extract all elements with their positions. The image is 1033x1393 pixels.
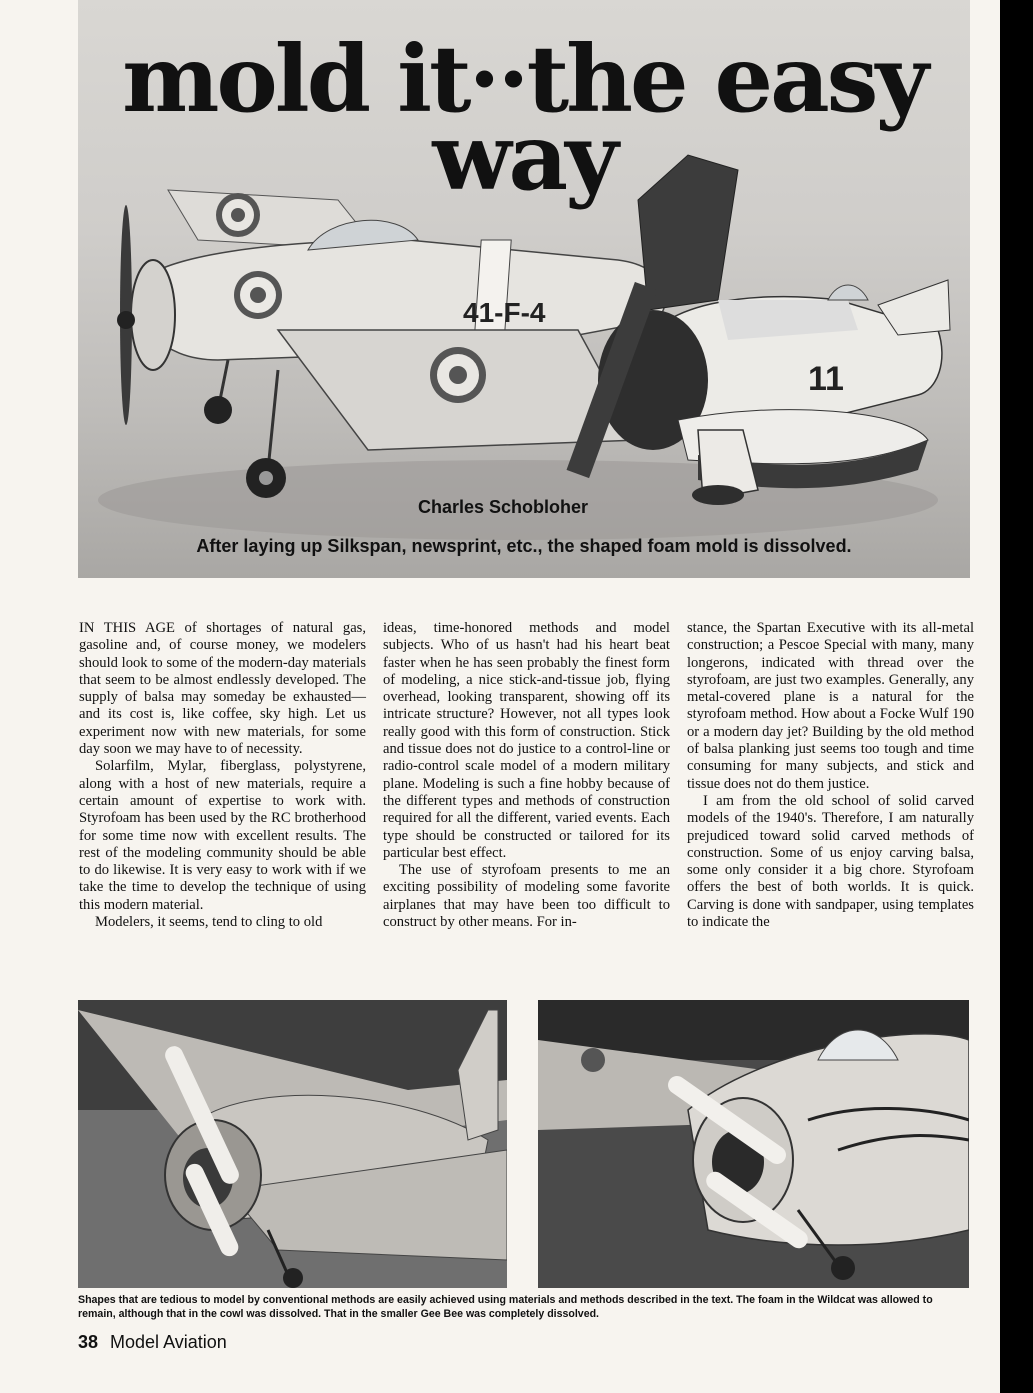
magazine-name: Model Aviation bbox=[110, 1332, 227, 1352]
gee-bee-model-photo bbox=[538, 1000, 969, 1288]
hero-photo bbox=[78, 0, 970, 578]
paragraph: I am from the old school of solid carved models of the 1940's. Therefore, I am naturally prejudiced toward solid carved methods of construction. Some of us enjoy carving balsa, some only consider it a big chore. Styrofoam offers the best of both worlds. It is quick. Carving is done with sandpaper, using templates to indicate the bbox=[687, 792, 974, 931]
text-column-3 bbox=[687, 620, 974, 931]
gee-bee-model-illustration bbox=[538, 1000, 969, 1288]
paragraph: ideas, time-honored methods and model subjects. Who of us hasn't had his heart beat faster when he has seen probably the finest form of modeling, a nice stick-and-tissue job, flying overhead, looking transparent, showing off its intricate structure? However, not all types look really good with this form of construction. Stick and tissue does not do justice to a control-line or radio-control scale model of a modern military plane. Modeling is such a fine hobby because of the different types and methods of construction required for all the different, varied events. Each type should be constructed or tailored for its particular best effect. bbox=[383, 620, 670, 861]
plane-code-label: 41-F-4 bbox=[463, 297, 546, 328]
paragraph: Solarfilm, Mylar, fiberglass, polystyrene, along with a host of new materials, require a certain amount of expertise to work with. Styrofoam has been used by the RC brotherhood for some time now with excellent results. The rest of the modeling community should be able to do likewise. It is very easy to work with if we take the time to develop the technique of using this modern material. bbox=[79, 758, 366, 913]
text-column-2 bbox=[383, 620, 670, 931]
hero-caption: After laying up Silkspan, newsprint, etc., the shaped foam mold is dissolved. bbox=[196, 536, 852, 556]
paragraph: The use of styrofoam presents to me an exciting possibility of modeling some favorite airplanes that may have been too difficult to construct by other means. For in- bbox=[383, 862, 670, 931]
paragraph: stance, the Spartan Executive with its all-metal construction; a Pescoe Special with many, many longerons, indicated with thread over the styrofoam, are just two examples. Generally, any metal-covered plane is a natural for the styrofoam method. How about a Focke Wulf 190 or a modern day jet? Building by the old method of balsa planking just seems too tough and time consuming for many subjects, and stick and tissue does not do them justice. bbox=[687, 620, 974, 792]
race-number-label: 11 bbox=[808, 360, 844, 398]
wildcat-model-illustration bbox=[78, 1000, 507, 1288]
page-footer bbox=[78, 1332, 227, 1353]
article-title: mold it··the easy way bbox=[122, 25, 926, 211]
wildcat-model-photo bbox=[78, 1000, 507, 1288]
photo-credit: Charles Schobloher bbox=[418, 497, 589, 517]
page-number: 38 bbox=[78, 1332, 99, 1352]
paragraph: IN THIS AGE of shortages of natural gas, gasoline and, of course money, we modelers should look to some of the modern-day materials that seem to be almost endlessly developed. The supply of balsa may someday be exhausted—and its cost is, like coffee, sky high. Let us experiment now with new materials, for some day soon we may have to of necessity. bbox=[79, 620, 366, 758]
text-column-1 bbox=[79, 620, 366, 931]
paragraph: Modelers, it seems, tend to cling to old bbox=[95, 914, 323, 931]
photo-caption: Shapes that are tedious to model by conventional methods are easily achieved using materials and methods described in the text. The foam in the Wildcat was allowed to remain, although that in the cowl was dissolved. That in the smaller Gee Bee was completely dissolved. bbox=[78, 1294, 933, 1320]
